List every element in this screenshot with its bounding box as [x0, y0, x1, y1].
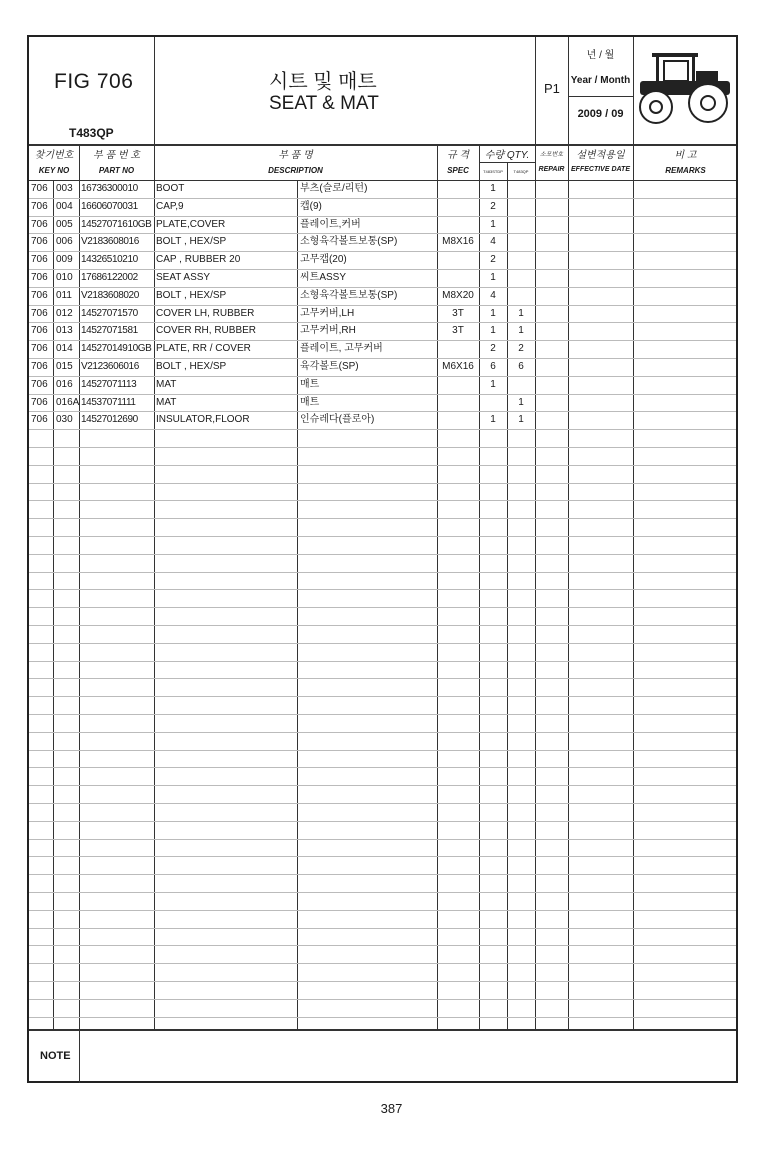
table-cell-desc-ko: 캡(9) [300, 200, 322, 212]
table-cell-part: 14527071610GB [81, 218, 152, 230]
table-cell-qty1: 1 [490, 414, 496, 426]
table-cell-qty1: 6 [490, 361, 496, 372]
table-cell-qty1: 4 [490, 236, 496, 248]
table-cell-key: 005 [56, 218, 73, 230]
table-cell-qty2: 1 [518, 396, 524, 408]
row-line [29, 803, 736, 804]
row-line [29, 518, 736, 519]
table-row [29, 254, 736, 268]
column-header-description: 부 품 명 [278, 150, 313, 161]
table-row [29, 201, 736, 215]
table-cell-fig: 706 [31, 396, 48, 408]
year-month-divider [568, 96, 633, 97]
table-cell-desc-ko: 고무커버,LH [300, 307, 355, 319]
figure-number: FIG 706 [54, 70, 134, 93]
row-line [29, 500, 736, 501]
year-month-value: 2009 / 09 [577, 108, 624, 120]
column-header-description-en: DESCRIPTION [268, 166, 323, 175]
row-line [29, 696, 736, 697]
row-line [29, 678, 736, 679]
column-header-qty: 수량 QTY. [484, 150, 530, 161]
row-line [29, 910, 736, 911]
table-cell-fig: 706 [31, 307, 48, 319]
row-line [29, 643, 736, 644]
table-cell-desc-en: BOLT , HEX/SP [156, 236, 227, 248]
row-line [29, 554, 736, 555]
table-cell-desc-en: CAP , RUBBER 20 [156, 254, 241, 266]
table-cell-part: 17686122002 [81, 272, 138, 283]
table-cell-desc-en: BOLT , HEX/SP [156, 289, 227, 301]
row-line [29, 216, 736, 217]
table-cell-key: 006 [56, 236, 73, 248]
table-cell-qty2: 1 [518, 325, 524, 337]
row-line [29, 589, 736, 590]
table-row [29, 325, 736, 339]
row-line [29, 447, 736, 448]
table-cell-part: V2123606016 [81, 361, 139, 372]
table-cell-desc-ko: 매트 [300, 378, 320, 390]
table-cell-part: 16606070031 [81, 200, 138, 212]
row-line [29, 305, 736, 306]
table-cell-key: 015 [56, 361, 73, 372]
table-row [29, 183, 736, 197]
table-cell-desc-en: COVER RH, RUBBER [156, 325, 257, 337]
table-cell-qty1: 1 [490, 272, 496, 283]
table-cell-desc-ko: 인슈레다(플로아) [300, 414, 375, 426]
table-cell-key: 030 [56, 414, 73, 426]
row-line [29, 750, 736, 751]
table-cell-qty1: 4 [490, 289, 496, 301]
table-cell-spec: M6X16 [442, 361, 474, 372]
table-cell-desc-ko: 플레이트, 고무커버 [300, 343, 383, 355]
note-top-line [29, 1029, 736, 1031]
row-line [29, 839, 736, 840]
row-line [29, 251, 736, 252]
table-cell-part: 14527012690 [81, 414, 138, 426]
table-row [29, 361, 736, 375]
column-header-repair: 소모번호 [539, 152, 564, 158]
table-cell-part: 14527014910GB [81, 343, 152, 355]
row-line [29, 607, 736, 608]
row-line [29, 661, 736, 662]
row-line [29, 483, 736, 484]
row-line [29, 287, 736, 288]
row-line [29, 322, 736, 323]
table-cell-fig: 706 [31, 254, 48, 266]
row-line [29, 874, 736, 875]
table-cell-part: V2183608020 [81, 289, 139, 301]
table-cell-fig: 706 [31, 361, 48, 372]
table-cell-fig: 706 [31, 272, 48, 283]
column-header-effective-date: 설변적용일 [576, 150, 625, 161]
row-line [29, 892, 736, 893]
row-line [29, 411, 736, 412]
row-line [29, 394, 736, 395]
row-line [29, 625, 736, 626]
table-cell-part: 14326510210 [81, 254, 138, 266]
note-divider [79, 1029, 80, 1083]
table-cell-fig: 706 [31, 325, 48, 337]
column-header-part: 부 품 번 호 [93, 150, 140, 161]
table-cell-desc-ko: 씨트ASSY [300, 272, 346, 283]
table-cell-desc-ko: 고무커버,RH [300, 325, 356, 337]
table-row [29, 397, 736, 411]
column-header-spec-en: SPEC [447, 166, 469, 175]
table-cell-desc-ko: 부츠(슬로/리턴) [300, 183, 368, 194]
table-cell-qty1: 1 [490, 325, 496, 337]
row-line [29, 536, 736, 537]
year-month-label-korean: 년 / 월 [586, 50, 615, 61]
table-cell-key: 016A [56, 396, 80, 408]
table-cell-qty1: 1 [490, 307, 496, 319]
table-cell-desc-en: BOLT , HEX/SP [156, 361, 227, 372]
table-cell-desc-ko: 소형육각볼트보통(SP) [300, 236, 398, 248]
table-cell-qty1: 1 [490, 183, 496, 194]
row-line [29, 429, 736, 430]
table-cell-desc-ko: 소형육각볼트보통(SP) [300, 289, 398, 301]
table-cell-qty1: 1 [490, 218, 496, 230]
table-cell-key: 014 [56, 343, 73, 355]
table-cell-part: V2183608016 [81, 236, 139, 248]
table-cell-desc-en: CAP,9 [156, 200, 184, 212]
table-cell-key: 010 [56, 272, 73, 283]
table-cell-desc-en: SEAT ASSY [156, 272, 211, 283]
row-line [29, 465, 736, 466]
column-header-repair-en: REPAIR [538, 166, 565, 173]
parts-sheet [27, 35, 738, 1083]
model-name: T483QP [69, 126, 114, 140]
table-cell-desc-ko: 매트 [300, 396, 320, 408]
table-cell-qty2: 2 [518, 343, 524, 355]
qty-subheader-line [479, 162, 535, 163]
row-line [29, 376, 736, 377]
row-line [29, 340, 736, 341]
row-line [29, 928, 736, 929]
table-cell-part: 16736300010 [81, 183, 138, 194]
table-cell-spec: M8X16 [442, 236, 474, 248]
table-cell-fig: 706 [31, 200, 48, 212]
table-cell-desc-en: MAT [156, 396, 177, 408]
row-line [29, 572, 736, 573]
table-cell-qty1: 2 [490, 343, 496, 355]
header-divider [154, 37, 155, 144]
table-cell-fig: 706 [31, 236, 48, 248]
row-line [29, 856, 736, 857]
table-cell-key: 004 [56, 200, 73, 212]
row-line [29, 198, 736, 199]
table-cell-fig: 706 [31, 218, 48, 230]
table-cell-qty1: 1 [490, 378, 496, 390]
table-cell-key: 013 [56, 325, 73, 337]
column-header-remarks-en: REMARKS [665, 166, 706, 175]
table-cell-desc-en: PLATE, RR / COVER [156, 343, 251, 355]
table-cell-desc-ko: 육각볼트(SP) [300, 361, 359, 372]
row-line [29, 1017, 736, 1018]
table-cell-qty2: 6 [518, 361, 524, 372]
table-row [29, 379, 736, 393]
row-line [29, 963, 736, 964]
page-label: P1 [544, 81, 560, 96]
column-header-spec: 규 격 [446, 150, 470, 161]
table-cell-part: 14537071111 [81, 396, 136, 408]
header-divider [535, 37, 536, 144]
column-header-key-en: KEY NO [38, 166, 70, 175]
row-line [29, 714, 736, 715]
table-cell-fig: 706 [31, 378, 48, 390]
table-cell-key: 003 [56, 183, 73, 194]
table-cell-fig: 706 [31, 183, 48, 194]
row-line [29, 821, 736, 822]
column-header-part-en: PART NO [98, 166, 135, 175]
table-row [29, 308, 736, 322]
page-title-korean: 시트 및 매트 [269, 71, 377, 93]
table-cell-desc-en: COVER LH, RUBBER [156, 307, 255, 319]
table-cell-desc-en: MAT [156, 378, 177, 390]
table-cell-part: 14527071570 [81, 307, 138, 319]
page-title-english: SEAT & MAT [269, 93, 379, 114]
column-header-qty-t483stdp: T483STDP [483, 169, 503, 174]
row-line [29, 999, 736, 1000]
table-cell-fig: 706 [31, 343, 48, 355]
table-cell-desc-ko: 플레이트,커버 [300, 218, 361, 230]
table-cell-desc-en: PLATE,COVER [156, 218, 226, 230]
table-cell-key: 009 [56, 254, 73, 266]
table-cell-qty1: 2 [490, 200, 496, 212]
table-cell-fig: 706 [31, 414, 48, 426]
table-cell-key: 011 [56, 289, 72, 301]
table-cell-qty2: 1 [518, 414, 524, 426]
table-cell-desc-en: BOOT [156, 183, 185, 194]
table-cell-qty1: 2 [490, 254, 496, 266]
table-cell-spec: 3T [452, 307, 464, 319]
page-number: 387 [380, 1101, 403, 1116]
column-header-effective-date-en: EFFECTIVE DATE [571, 166, 630, 173]
column-header-remarks: 비 고 [674, 150, 697, 161]
row-line [29, 358, 736, 359]
table-row [29, 236, 736, 250]
table-row [29, 272, 736, 286]
column-header-key: 찾기번호 [34, 150, 74, 161]
row-line [29, 981, 736, 982]
column-header-bottom-line [29, 180, 736, 181]
row-line [29, 233, 736, 234]
table-cell-key: 012 [56, 307, 73, 319]
row-line [29, 785, 736, 786]
tractor-icon [634, 45, 734, 125]
table-cell-part: 14527071581 [81, 325, 138, 337]
row-line [29, 269, 736, 270]
row-line [29, 732, 736, 733]
column-header-qty-t483qp: T483QP [513, 169, 529, 174]
table-row [29, 343, 736, 357]
table-cell-qty2: 1 [518, 307, 524, 319]
table-row [29, 219, 736, 233]
table-cell-desc-en: INSULATOR,FLOOR [156, 414, 250, 426]
table-cell-spec: 3T [452, 325, 464, 337]
table-row [29, 414, 736, 428]
row-line [29, 767, 736, 768]
row-line [29, 945, 736, 946]
table-cell-spec: M8X20 [442, 289, 474, 301]
table-cell-fig: 706 [31, 289, 48, 301]
year-month-label: Year / Month [570, 75, 631, 86]
table-cell-key: 016 [56, 378, 73, 390]
table-cell-desc-ko: 고무캡(20) [300, 254, 347, 266]
table-row [29, 290, 736, 304]
table-cell-part: 14527071113 [81, 378, 137, 390]
note-label: NOTE [40, 1050, 71, 1062]
